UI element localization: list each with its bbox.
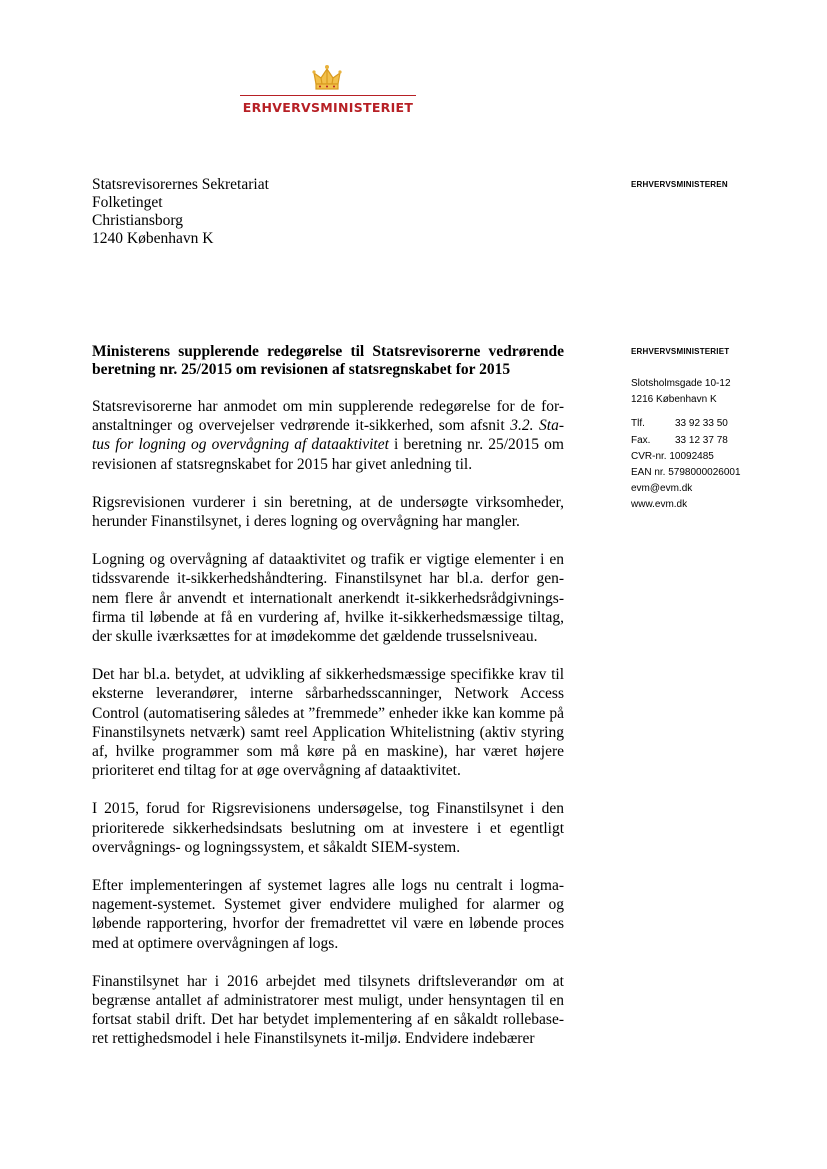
- logo-divider: [240, 95, 416, 96]
- body-paragraph: Efter implementeringen af systemet lagres alle logs nu centralt i logma-nagement-systemet. Systemet giver endvidere mulighed for alarmer og løbende rapportering, hvorfor der fremadrettet vil være en løbende proces med at optimere overvågningen af logs.: [92, 877, 564, 952]
- body-paragraph: Logning og overvågning af dataaktivitet og trafik er vigtige elementer i en tidssvarende it-sikkerhedshåndtering. Finanstilsynet har bl.a. derfor gen-nem flere år anvendt et internationalt anerkendt it-sikkerhedsrådgivnings-firma til løbende at få en vurdering af, hvilke it-sikkerhedsmæssige tiltag, der skulle iværksættes for at imødekomme det gældende trusselsniveau.: [92, 551, 564, 646]
- letter-body: [92, 397, 564, 1049]
- logo-wordmark: ERHVERVSMINISTERIET: [242, 100, 414, 115]
- sender-org: ERHVERVSMINISTERIET: [631, 347, 730, 356]
- sender-email-link[interactable]: evm@evm.dk: [631, 483, 693, 495]
- body-paragraph: Det har bl.a. betydet, at udvikling af sikkerhedsmæssige specifikke krav til eksterne leverandører, interne sårbarhedsscanninger, Network Access Control (automatisering således at ”fremmede” enheder ikke kan komme på Finanstilsynets netværk) samt reel Application Whitelistning (aktiv styring af, hvilke programmer som må køre på en maskine), har været højere prioriteret end tiltag for at øge overvågning af dataaktivitet.: [92, 666, 564, 780]
- recipient-line: 1240 København K: [92, 230, 214, 247]
- body-paragraph: Finanstilsynet har i 2016 arbejdet med tilsynets driftsleverandør om at begrænse antallet af administratorer mest muligt, under hensyntagen til en fortsat stabil drift. Det har betydet implementering af en såkaldt rollebase-ret rettighedsmodel i hele Finanstilsynets it-miljø. Endvidere indebærer: [92, 972, 564, 1048]
- recipient-line: Statsrevisorernes Sekretariat: [92, 176, 269, 193]
- recipient-line: Folketinget: [92, 194, 163, 211]
- recipient-address: [92, 176, 269, 248]
- sender-contact-block: [631, 347, 791, 514]
- sender-website-link[interactable]: www.evm.dk: [631, 499, 688, 511]
- sender-city: 1216 København K: [631, 394, 717, 406]
- sender-phone: Tlf. 33 92 33 50: [631, 418, 728, 430]
- crown-icon: [310, 64, 344, 94]
- sender-fax: Fax. 33 12 37 78: [631, 434, 728, 446]
- sender-street: Slotsholmsgade 10-12: [631, 378, 731, 389]
- sender-title: ERHVERVSMINISTEREN: [631, 180, 728, 189]
- letter-subject: Ministerens supplerende redegørelse til Statsrevisorerne vedrørende beretning nr. 25/2015 om revisionen af statsregnskabet for 2015: [92, 343, 564, 378]
- sender-cvr: CVR-nr. 10092485: [631, 450, 714, 462]
- body-paragraph: Statsrevisorerne har anmodet om min supplerende redegørelse for de for-anstaltninger og overvejelser vedrørende it-sikkerhed, som afsnit 3.2. Sta-tus for logning og overvågning af dataaktivitet i beretning nr. 25/2015 om revisionen af statsregnskabet for 2015 har givet anledning til.: [92, 398, 564, 473]
- body-paragraph: Rigsrevisionen vurderer i sin beretning, at de undersøgte virksomheder, herunder Finanstilsynet, i deres logning og overvågning har mangler.: [92, 493, 564, 531]
- sender-ean: EAN nr. 5798000026001: [631, 467, 741, 479]
- section-reference: 3.2. Sta-tus for logning og overvågning af dataaktivitet: [92, 417, 564, 454]
- ministry-logo: [240, 64, 416, 124]
- body-paragraph: I 2015, forud for Rigsrevisionens undersøgelse, tog Finanstilsynet i den prioriterede sikkerhedsindsats beslutning om at investere i et egentligt overvågnings- og logningssystem, et såkaldt SIEM-system.: [92, 800, 564, 856]
- recipient-line: Christiansborg: [92, 212, 183, 229]
